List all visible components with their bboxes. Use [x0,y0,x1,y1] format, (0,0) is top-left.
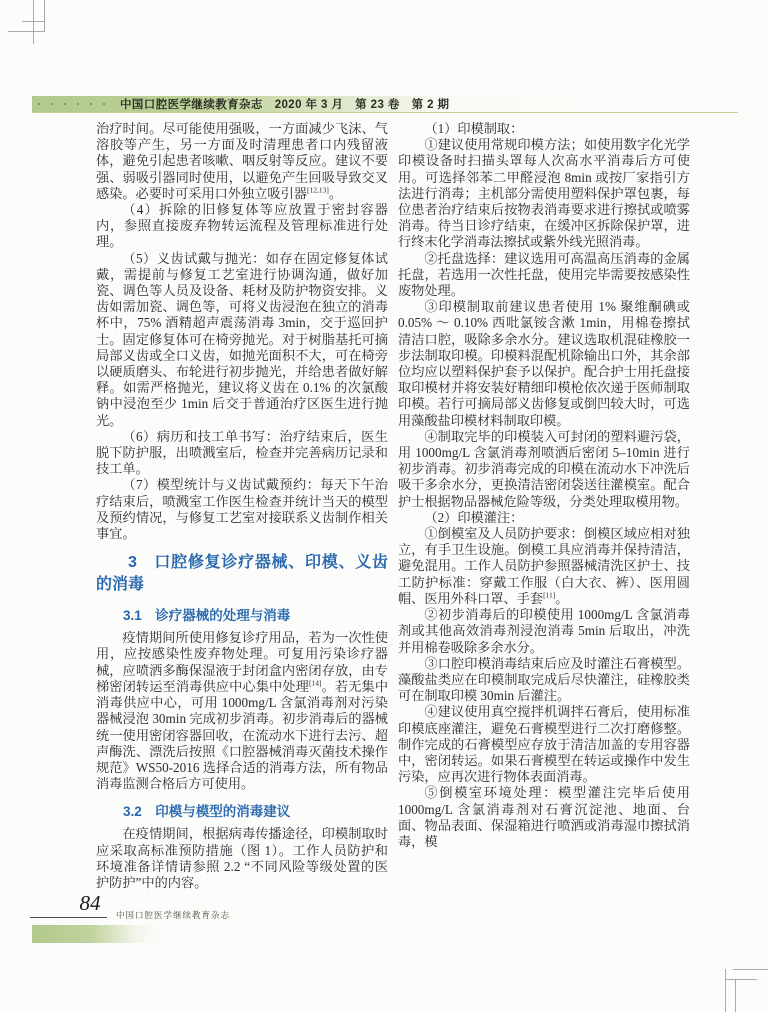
paragraph: ②托盘选择：建议选用可高温高压消毒的金属托盘，若选用一次性托盘，使用完毕需要按感染性废物处理。 [398,250,690,299]
paragraph: ①建议使用常规印模方法；如使用数字化光学印模设备时扫描头罩每人次高水平消毒后方可使用。可选择邻苯二甲醛浸泡 8min 或按厂家指引方法进行消毒；主机部分需使用塑料保护罩包裹，每位患者治疗结束后按物表消毒要求进行擦拭或喷雾消毒。待当日诊疗结束，在缓冲区拆除保护罩，进行终末化学消毒法擦拭或紫外线光照消毒。 [398,137,690,250]
paragraph: ②初步消毒后的印模使用 1000mg/L 含氯消毒剂或其他高效消毒剂浸泡消毒 5min 后取出，冲洗并用棉卷吸除多余水分。 [398,607,690,655]
citation-ref: [11] [543,590,556,600]
paragraph-text: 治疗时间。尽可能使用强吸，一方面减少飞沫、气溶胶等产生，另一方面及时清理患者口内残留液体，避免引起患者咳嗽、咽反射等反应。建议不要强、弱吸引器同时使用，以避免产生回吸导致交叉感染。必要时可采用口外独立吸引器 [96,121,388,201]
paragraph: （7）模型统计与义齿试戴预约：每天下午治疗结束后，喷溅室工作医生检查并统计当天的模型及预约情况，与修复工艺室对接联系义齿制作相关事宜。 [96,477,388,542]
right-column [398,121,690,850]
paragraph-text: 。 [328,185,343,201]
crop-mark-bottom-right [735,979,736,1012]
crop-mark-top-left [44,0,45,31]
paragraph-text: 疫情期间所使用修复诊疗用品，若为一次性使用，应按感染性废弃物处理。可复用污染诊疗器械，应喷洒多酶保湿液于封闭盒内密闭存放，由专梯密闭转运至消毒供应中心集中处理 [96,630,388,694]
header-dots-icon [38,103,116,105]
subsection-heading: 3.1 诊疗器械的处理与消毒 [123,608,291,624]
paragraph: ⑤倒模室环境处理：模型灌注完毕后使用 1000mg/L 含氯消毒剂对石膏沉淀池、地面、台面、物品表面、保湿箱进行喷洒或消毒湿巾擦拭消毒，模 [398,785,690,849]
subsection-heading: 3.2 印模与模型的消毒建议 [123,804,291,820]
paragraph: ③印模制取前建议患者使用 1% 聚维酮碘或 0.05% ～ 0.10% 西吡氯铵含漱 1min，用棉卷擦拭清洁口腔，吸除多余水分。建议选取机混硅橡胶一步法制取印模。印模料混配机除输出口外，其余部位均应以塑料保护套予以保护。配合护士用托盘接取印模材并将安装好精细印模枪依次递于医师制取印模。若行可摘局部义齿修复或倒凹较大时，可选用藻酸盐印模材料制取印模。 [398,299,690,428]
crop-mark-top-left [22,21,45,22]
paragraph: ④建议使用真空搅拌机调拌石膏后，使用标准印模底座灌注，避免石膏模型进行二次打磨修整。制作完成的石膏模型应存放于清洁加盖的专用容器中，密闭转运。如果石膏模型在转运或操作中发生污染，应再次进行物体表面消毒。 [398,704,690,785]
footer-page-number: 84 [79,891,101,915]
paragraph [96,121,388,202]
crop-mark-bottom-right [725,979,757,980]
paragraph: （1）印模制取： [424,121,524,136]
section-heading: 3 口腔修复诊疗器械、印模、义齿的消毒 [96,554,388,594]
header-bar [32,96,738,112]
crop-mark-top-left [8,31,45,32]
paragraph-text: 。 [555,590,569,606]
journal-header-text: 中国口腔医学继续教育杂志 2020 年 3 月 第 23 卷 第 2 期 [120,99,450,111]
paragraph [398,526,690,607]
paragraph: ④制取完毕的印模装入可封闭的塑料避污袋，用 1000mg/L 含氯消毒剂喷洒后密闭 5–10min 进行初步消毒。初步消毒完成的印模在流动水下冲洗后吸干多余水分，更换清洁密闭袋送往灌模室。配合护士根据物品器械危险等级，分类处理取模用物。 [398,428,690,509]
paragraph: 在疫情期间，根据病毒传播途径，印模制取时应采取高标准预防措施（图 1）。工作人员防护和环境准备详情请参照 2.2 “不同风险等级处置的医护防护”中的内容。 [96,826,388,890]
footer-bar [32,925,162,943]
paragraph: ③口腔印模消毒结束后应及时灌注石膏模型。藻酸盐类应在印模制取完成后尽快灌注，硅橡胶类可在制取印模 30min 后灌注。 [398,655,690,704]
citation-ref: [12,13] [307,185,329,195]
paragraph-text: 。若无集中消毒供应中心，可用 1000mg/L 含氯消毒剂对污染器械浸泡 30min 完成初步消毒。初步消毒后的器械统一使用密闭容器回收，在流动水下进行去污、超声酶洗、漂洗后按照《口腔器械消毒灭菌技术操作规范》WS50-2016 选择合适的消毒方法，所有物品消毒监测合格后方可使用。 [96,678,389,792]
footer-rule [30,917,107,918]
paragraph: （2）印模灌注： [424,509,524,525]
paragraph: （4）拆除的旧修复体等应放置于密封容器内，参照直接废弃物转运流程及管理标准进行处理。 [96,202,388,250]
crop-mark-top-left [33,0,34,44]
header-rule [32,112,738,113]
footer-journal-name: 中国口腔医学继续教育杂志 [116,910,231,920]
left-column [96,121,388,891]
crop-mark-bottom-right [725,969,726,1012]
paragraph-text: ①倒模室及人员防护要求：倒模区域应相对独立，有手卫生设施。倒模工具应消毒并保持清洁，避免混用。工作人员防护参照器械清洗区护士、技工防护标准：穿戴工作服（白大衣、裤）、医用圆帽、医用外科口罩、手套 [398,526,690,606]
crop-mark-bottom-right [733,969,768,970]
paragraph [96,630,388,792]
paragraph: （5）义齿试戴与抛光：如存在固定修复体试戴，需提前与修复工艺室进行协调沟通，做好加瓷、调色等人员及设备、耗材及防护物资安排。义齿如需加瓷、调色等，可将义齿浸泡在独立的消毒杯中，75% 酒精超声震荡消毒 3min，交于巡回护士。固定修复体可在椅旁抛光。对于树脂基托可摘局部义齿或全口义齿，如抛光面积不大，可在椅旁以硬质磨头、布轮进行初步抛光，并给患者做好解释。如需严格抛光，建议将义齿在 0.1% 的次氯酸钠中浸泡至少 1min 后交于普通治疗区医生进行抛光。 [96,250,388,428]
citation-ref: [14] [308,678,322,688]
paragraph: （6）病历和技工单书写：治疗结束后，医生脱下防护服，出喷溅室后，检查并完善病历记录和技工单。 [96,428,388,477]
